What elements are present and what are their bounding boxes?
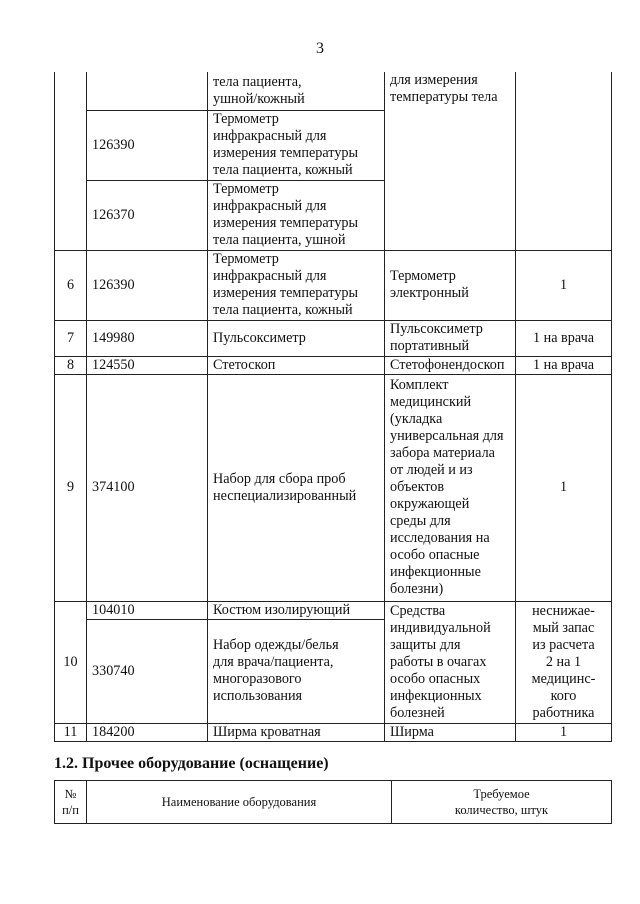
row-code: 124550 [87,356,208,374]
section-title: 1.2. Прочее оборудование (оснащение) [54,755,329,772]
table-row [55,250,612,320]
row-number [55,72,87,250]
row-code: 126390 [87,250,208,320]
row-qty: 1 [516,250,612,320]
row-number: 11 [55,723,87,741]
row-code: 104010 [87,601,208,619]
row-qty [516,72,612,250]
row-name: Набор одежды/белья для врача/пациента, многоразового использования [208,619,385,723]
row-number: 10 [55,601,87,723]
row-type: для измерения температуры тела [385,72,516,250]
table-row [55,601,612,619]
row-qty: 1 [516,374,612,601]
row-name: Ширма кроватная [208,723,385,741]
row-name: Костюм изолирующий [208,601,385,619]
row-type: Термометр электронный [385,250,516,320]
row-number: 8 [55,356,87,374]
row-name: Стетоскоп [208,356,385,374]
table-row [55,723,612,741]
row-qty: 1 на врача [516,356,612,374]
row-number: 6 [55,250,87,320]
row-code: 374100 [87,374,208,601]
row-number: 7 [55,320,87,356]
table-header-row [55,781,612,824]
row-type: Ширма [385,723,516,741]
header-num: № п/п [55,781,87,824]
table-row [55,356,612,374]
table-row [55,374,612,601]
row-qty: 1 [516,723,612,741]
header-qty: Требуемое количество, штук [392,781,612,824]
row-name: Набор для сбора проб неспециализированный [208,374,385,601]
header-name: Наименование оборудования [87,781,392,824]
row-name: Термометр инфракрасный для измерения температуры тела пациента, кожный [208,250,385,320]
row-qty: 1 на врача [516,320,612,356]
row-code: 126390 [87,110,208,180]
row-code: 184200 [87,723,208,741]
row-name: тела пациента, ушной/кожный [208,72,385,110]
row-name: Термометр инфракрасный для измерения температуры тела пациента, кожный [208,110,385,180]
row-code: 149980 [87,320,208,356]
row-type: Пульсоксиметр портативный [385,320,516,356]
row-code [87,72,208,110]
row-code: 330740 [87,619,208,723]
other-equipment-table [54,780,612,824]
row-name: Пульсоксиметр [208,320,385,356]
row-name: Термометр инфракрасный для измерения температуры тела пациента, ушной [208,180,385,250]
row-type: Средства индивидуальной защиты для работы в очагах особо опасных инфекционных болезней [385,601,516,723]
table-row [55,320,612,356]
row-type: Комплект медицинский (укладка универсальная для забора материала от людей и из объектов окружающей среды для исследования на особо опасные инфекционные болезни) [385,374,516,601]
row-number: 9 [55,374,87,601]
page-number: 3 [316,40,324,57]
row-code: 126370 [87,180,208,250]
table-row [55,72,612,110]
row-qty: неснижае- мый запас из расчета 2 на 1 медицинс- кого работника [516,601,612,723]
row-type: Стетофонендоскоп [385,356,516,374]
equipment-table [54,72,612,742]
